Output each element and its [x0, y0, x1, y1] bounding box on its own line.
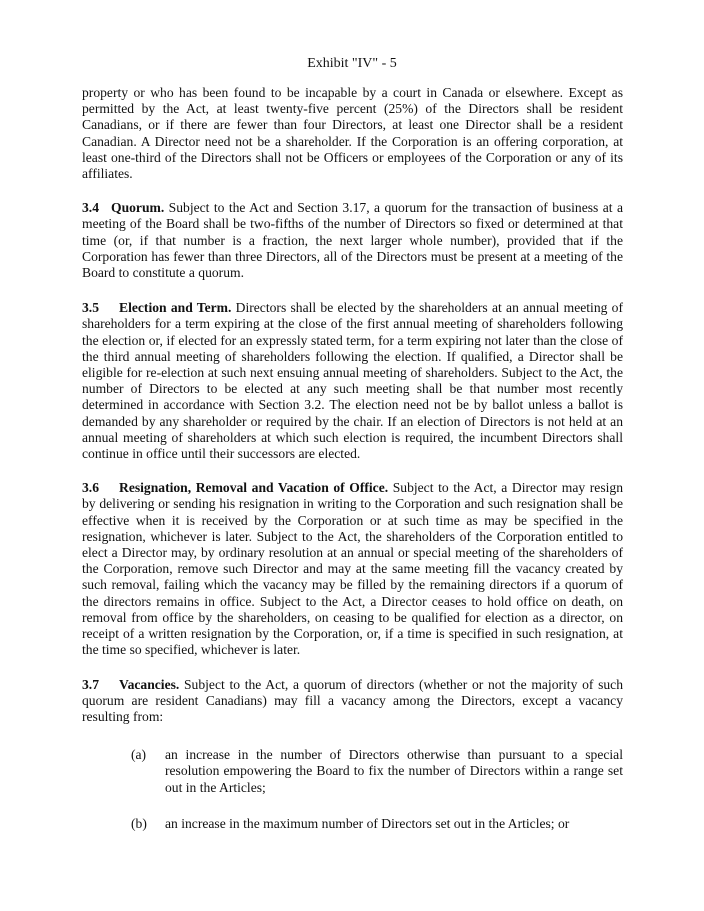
section-number: 3.4	[82, 200, 99, 216]
section-number: 3.6	[82, 480, 99, 496]
section-title: Quorum.	[111, 200, 165, 216]
section-number: 3.7	[82, 676, 99, 692]
continuation-paragraph	[82, 85, 623, 182]
section-3-7	[82, 677, 623, 726]
list-item-label: (a)	[131, 747, 147, 763]
list-item-b	[82, 816, 623, 832]
section-text: Subject to the Act, a quorum of directors (whether or not the majority of such quorum are resident Canadians) may fill a vacancy among the Directors, except a vacancy resulting from:	[82, 676, 624, 724]
section-number: 3.5	[82, 300, 99, 316]
section-3-4	[82, 200, 623, 281]
section-text: Subject to the Act and Section 3.17, a quorum for the transaction of business at a meeting of the Board shall be two-fifths of the number of Directors so fixed or determined at that time (or, if that number is a fraction, the next larger whole number), provided that if the Corporation has fewer than three Directors, all of the Directors must be present at a meeting of the Board to constitute a quorum.	[82, 200, 623, 281]
section-title: Resignation, Removal and Vacation of Office.	[119, 480, 389, 496]
list-item-text: an increase in the maximum number of Directors set out in the Articles; or	[165, 815, 570, 831]
page-header: Exhibit "IV" - 5	[307, 56, 397, 71]
list-item-text: an increase in the number of Directors otherwise than pursuant to a special resolution empowering the Board to fix the number of Directors within a range set out in the Articles;	[165, 747, 623, 795]
section-3-5	[82, 300, 623, 462]
continuation-text: property or who has been found to be incapable by a court in Canada or elsewhere. Except as permitted by the Act, at least twenty-five percent (25%) of the Directors shall be resident Canadians, or if there are fewer than four Directors, at least one Director shall be a resident Canadian. A Director need not be a shareholder. If the Corporation is an offering corporation, at least one-third of the Directors shall not be Officers or employees of the Corporation or any of its affiliates.	[82, 85, 623, 182]
list-item-a	[82, 747, 623, 796]
document-body	[82, 85, 623, 852]
section-text: Subject to the Act, a Director may resign by delivering or sending his resignation in writing to the Corporation and such resignation shall be effective when it is received by the Corporation or at such time as may be specified in the resignation, whichever is later. Subject to the Act, the shareholders of the Corporation entitled to elect a Director may, by ordinary resolution at an annual or special meeting of the shareholders of the Corporation, remove such Director and may at the same meeting fill the vacancy created by such removal, failing which the vacancy may be filled by the remaining directors if a quorum of the directors remains in office. Subject to the Act, a Director ceases to hold office on death, on removal from office by the shareholders, on ceasing to be qualified for election as a director, on receipt of a written resignation by the Corporation, or, if a time is specified in such resignation, at the time so specified, whichever is later.	[82, 480, 623, 658]
section-title: Vacancies.	[119, 676, 180, 692]
section-3-6	[82, 480, 623, 658]
list-item-label: (b)	[131, 815, 147, 831]
section-title: Election and Term.	[119, 300, 232, 316]
section-text: Directors shall be elected by the shareholders at an annual meeting of shareholders for a term expiring at the close of the first annual meeting of shareholders following the election or, if elected for an expressly stated term, for a term expiring not later than the close of the third annual meeting of shareholders following the election. If qualified, a Director shall be eligible for re-election at such next ensuing annual meeting of shareholders. Subject to the Act, the number of Directors to be elected at any such meeting shall be that number most recently determined in accordance with Section 3.2. The election need not be by ballot unless a ballot is demanded by any shareholder or required by the chair. If an election of Directors is not held at an annual meeting of shareholders at which such election is required, the incumbent Directors shall continue in office until their successors are elected.	[82, 300, 623, 462]
